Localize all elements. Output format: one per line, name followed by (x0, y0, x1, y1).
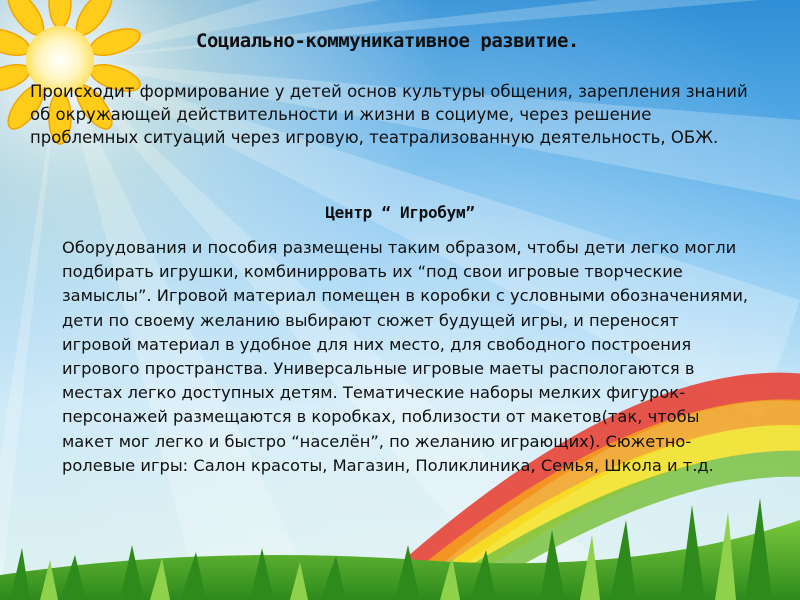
body-paragraph: Оборудования и пособия размещены таким образом, чтобы дети легко могли подбирать игрушки, комбинирровать их “под свои игровые творческие замыслы”. Игровой материал помещен в коробки с условными обозначениями, дети по своему желанию выбирают сюжет будущей игры, и переносят игровой материал в удобное для них место, для свободного построения игрового пространства. Универсальные игровые маеты распологаются в местах легко доступных детям. Тематические наборы мелких фигурок-персонажей размещаются в коробках, поблизости от макетов(так, чтобы макет мог легко и быстро “населён”, по желанию играющих). Сюжетно-ролевые игры: Салон красоты, Магазин, Поликлиника, Семья, Школа и т.д. (62, 238, 749, 475)
center-heading: Центр “ Игробум” (325, 203, 475, 222)
intro-paragraph: Происходит формирование у детей основ культуры общения, зарепления знаний об окружающей действительности и жизни в социуме, через решение проблемных ситуаций через игровую, театрализованную деятельность, ОБЖ. (30, 82, 748, 147)
slide-title: Социально-коммуникативное развитие. (196, 30, 579, 52)
